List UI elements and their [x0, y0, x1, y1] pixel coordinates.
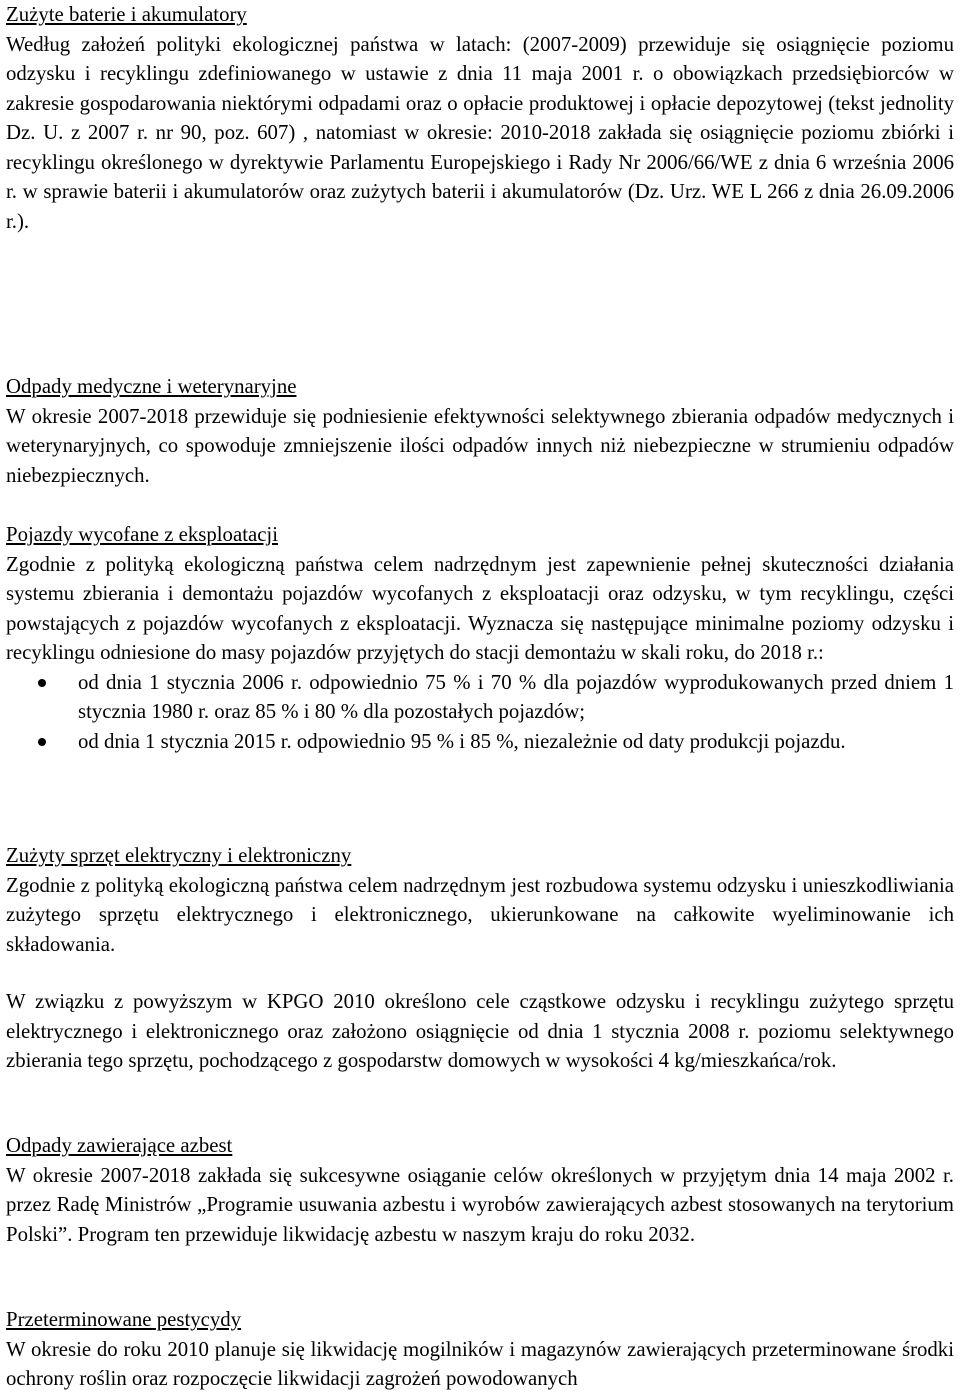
section-heading: Przeterminowane pestycydy — [6, 1308, 242, 1331]
list-item-text: od dnia 1 stycznia 2006 r. odpowiednio 75 % i 70 % dla pojazdów wyprodukowanych przed dniem 1 stycznia 1980 r. oraz 85 % i 80 % dla pozostałych pojazdów; — [78, 670, 954, 723]
bullet-icon — [38, 679, 46, 687]
section-paragraph: W okresie 2007-2018 zakłada się sukcesywne osiąganie celów określonych w przyjętym dnia 14 maja 2002 r. przez Radę Ministrów „Programie usuwania azbestu i wyrobów zawierających azbest stosowanych na terytorium Polski”. Program ten przewiduje likwidację azbestu w naszym kraju do roku 2032. — [6, 1163, 954, 1246]
list-item — [6, 668, 954, 727]
section-asbestos — [6, 1131, 954, 1249]
section-heading: Zużyte baterie i akumulatory — [6, 3, 247, 26]
section-medical-waste — [6, 372, 954, 490]
section-electronic-waste-continued — [6, 987, 954, 1076]
section-heading: Odpady medyczne i weterynaryjne — [6, 375, 297, 398]
section-electronic-waste — [6, 841, 954, 959]
section-paragraph: Zgodnie z polityką ekologiczną państwa celem nadrzędnym jest zapewnienie pełnej skuteczności działania systemu zbierania i demontażu pojazdów wycofanych z eksploatacji oraz odzysku, w tym recyklingu, części powstających z pojazdów wycofanych z eksploatacji. Wyznacza się następujące minimalne poziomy odzysku i recyklingu odniesione do masy pojazdów przyjętych do stacji demontażu w skali roku, do 2018 r.: — [6, 552, 954, 664]
section-paragraph: W związku z powyższym w KPGO 2010 określono cele cząstkowe odzysku i recyklingu zużytego sprzętu elektrycznego i elektronicznego oraz założono osiągnięcie od dnia 1 stycznia 2008 r. poziomu selektywnego zbierania tego sprzętu, pochodzącego z gospodarstw domowych w wysokości 4 kg/mieszkańca/rok. — [6, 990, 954, 1072]
bullet-icon — [38, 738, 46, 746]
list-item-text: od dnia 1 stycznia 2015 r. odpowiednio 95 % i 85 %, niezależnie od daty produkcji pojazdu. — [78, 729, 846, 753]
section-pesticides — [6, 1305, 954, 1394]
section-batteries — [6, 0, 954, 236]
section-paragraph: W okresie do roku 2010 planuje się likwidację mogilników i magazynów zawierających przeterminowane środki ochrony roślin oraz rozpoczęcie likwidacji zagrożeń powodowanych — [6, 1337, 954, 1390]
list-item — [6, 727, 954, 757]
bullet-list — [6, 668, 954, 757]
section-paragraph: Według założeń polityki ekologicznej państwa w latach: (2007-2009) przewiduje się osiągnięcie poziomu odzysku i recyklingu zdefiniowanego w ustawie z dnia 11 maja 2001 r. o obowiązkach przedsiębiorców w zakresie gospodarowania niektórymi odpadami oraz o opłacie produktowej i opłacie depozytowej (tekst jednolity Dz. U. z 2007 r. nr 90, poz. 607) , natomiast w okresie: 2010-2018 zakłada się osiągnięcie poziomu zbiórki i recyklingu określonego w dyrektywie Parlamentu Europejskiego i Rady Nr 2006/66/WE z dnia 6 września 2006 r. w sprawie baterii i akumulatorów oraz zużytych baterii i akumulatorów (Dz. Urz. WE L 266 z dnia 26.09.2006 r.). — [6, 32, 954, 233]
section-end-of-life-vehicles — [6, 520, 954, 756]
section-heading: Zużyty sprzęt elektryczny i elektroniczny — [6, 844, 352, 867]
section-heading: Pojazdy wycofane z eksploatacji — [6, 523, 278, 546]
section-paragraph: Zgodnie z polityką ekologiczną państwa celem nadrzędnym jest rozbudowa systemu odzysku i unieszkodliwiania zużytego sprzętu elektrycznego i elektronicznego, ukierunkowane na całkowite wyeliminowanie ich składowania. — [6, 873, 954, 956]
section-paragraph: W okresie 2007-2018 przewiduje się podniesienie efektywności selektywnego zbierania odpadów medycznych i weterynaryjnych, co spowoduje zmniejszenie ilości odpadów innych niż niebezpieczne w strumieniu odpadów niebezpiecznych. — [6, 404, 954, 487]
section-heading: Odpady zawierające azbest — [6, 1134, 233, 1157]
